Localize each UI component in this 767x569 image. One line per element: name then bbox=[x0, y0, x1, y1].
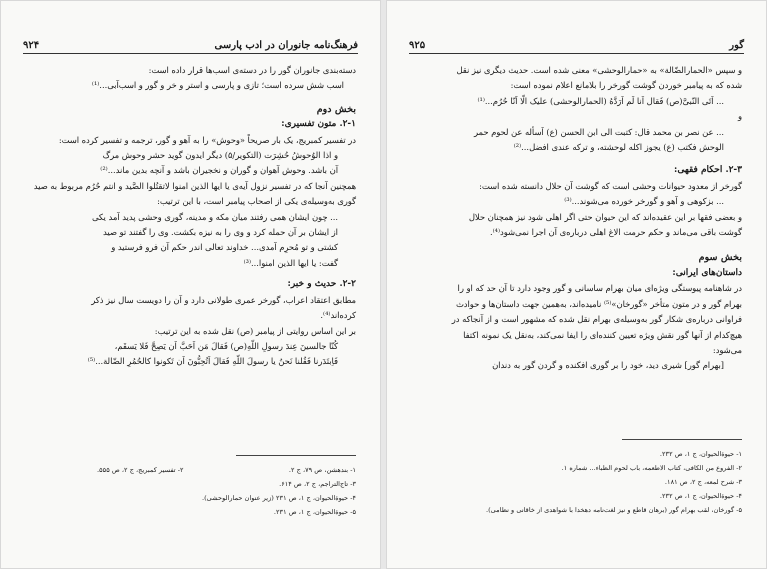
body-line: گورخر از معدود حیوانات وحشی است که گوشت آن حلال دانسته شده است: bbox=[479, 180, 742, 191]
quote-line: کشتی و تو مُحرِم آمدی... خداوند تعالی اندر حکم آن فرو فرستید و bbox=[111, 242, 338, 253]
arabic-quote-line: ... عن نصر بن محمد قال: کتبت الی ابن الحسن (ع) اَسأله عن لحوم حمر bbox=[473, 126, 724, 137]
body-line: فراوانی درباره‌ی شکار گور به‌وسیله‌ی بهرام نقل شده که مشهور است و از آنجاکه در bbox=[451, 314, 742, 325]
section-heading: بخش دوم bbox=[316, 103, 356, 115]
body-line: کرده‌اند⁽⁴⁾. bbox=[320, 310, 356, 321]
arabic-quote-line: ... اَتَی النّبیَّ(ص) فَقال اَنا لَم اَرَدَّهُ (الحمارالوحشی) علیک الّا اَنّا حُرُم...⁽¹⁾ bbox=[477, 95, 724, 106]
body-line: و سپس «الحمارالضّالة» به «حمارالوحشی» معنی شده است. حدیث دیگری نیز نقل bbox=[456, 65, 742, 75]
quote-line: گفت: یا ایها الذین امنوا...⁽³⁾ bbox=[243, 257, 338, 268]
footnote: ۳- تاج‌التراجم، ج ۲، ص ۶۱۴. bbox=[279, 480, 356, 488]
quote-line: آن باشد. وحوش آهوان و گوران و نخجیران باشد و آنچه بدین ماند...⁽²⁾ bbox=[100, 165, 338, 176]
quote-line: ... بزکوهی و آهو و گورخر خورده می‌شوند...⁽³⁾ bbox=[564, 196, 724, 207]
left-header-rule bbox=[23, 53, 358, 54]
quote-line: و اذا الوُحوشُ حُشِرَت (التکویر/۵) دیگر ایدون گوید حشر وحوش مرگ bbox=[102, 150, 338, 161]
left-footnote-rule bbox=[236, 455, 356, 456]
footnote: ۲- الفروع من الکافی، کتاب الاطعمه، باب لحوم الظباء... شماره ۱. bbox=[561, 464, 742, 472]
right-page-header bbox=[409, 35, 744, 51]
right-page-body bbox=[411, 63, 742, 374]
body-line: شده که به پیامبر خوردن گوشت گورخر را بلامانع اعلام نموده است: bbox=[510, 80, 742, 91]
body-line: گوشت باقی می‌ماند و حکم حرمت الاغ اهلی درباره‌ی آن اجرا نمی‌شود⁽⁴⁾. bbox=[489, 227, 742, 238]
left-page bbox=[0, 0, 381, 569]
footnote: ۲- تفسیر کمبریج، ج ۲، ص ۵۵۵. bbox=[97, 466, 184, 474]
body-line: در تفسیر کمبریج، یک بار صریحاً «وحوش» را به آهو و گور، ترجمه و تفسیر کرده است: bbox=[58, 134, 356, 145]
right-footnotes bbox=[411, 447, 742, 517]
arabic-quote-line: الوحش فکتب (ع) یجوز اکله لوحشته، و ترکه عندی افضل...⁽²⁾ bbox=[513, 142, 724, 153]
footnote: ۵- گورخان، لقب بهرام گور (برهان قاطع و نیز لغت‌نامه دهخدا با شواهدی از خاقانی و نظامی). bbox=[486, 506, 742, 514]
footnote: ۳- شرح لمعه، ج ۲، ص ۱۸۱. bbox=[664, 478, 742, 486]
subsection-heading: ۲-۲. حدیث و خبر: bbox=[287, 279, 356, 290]
body-line: بر این اساس روایتی از پیامبر (ص) نقل شده به این ترتیب: bbox=[154, 325, 356, 336]
subsection-heading: ۲-۱. متون تفسیری: bbox=[281, 119, 356, 130]
section-heading: بخش سوم bbox=[698, 252, 742, 264]
body-line: مطابق اعتقاد اعراب، گورخر عمری طولانی دارد و آن را دویست سال نیز ذکر bbox=[91, 294, 356, 305]
footnote: ۵- حیوة‌الحیوان، ج ۱، ص ۲۳۱. bbox=[273, 508, 356, 516]
right-header-rule bbox=[409, 53, 744, 54]
subsection-heading: داستان‌های ایرانی: bbox=[672, 267, 742, 278]
body-line: می‌شود: bbox=[712, 344, 742, 355]
right-page-number: ۹۲۵ bbox=[409, 40, 426, 51]
footnote: ۴- حیوة‌الحیوان، ج ۱، ص ۲۳۲. bbox=[659, 492, 742, 500]
body-line: گوری به‌وسیله‌ی یکی از اصحاب پیامبر است، با این ترتیب: bbox=[157, 196, 356, 207]
left-page-body bbox=[25, 63, 356, 370]
body-line: و bbox=[737, 111, 742, 122]
body-line: در شاهنامه پیوستگی ویژه‌ای میان بهرام ساسانی و گور وجود دارد تا آن حد که او را bbox=[457, 283, 742, 294]
body-line: و بعضی فقها بر این عقیده‌اند که این حیوان حتی اگر اهلی شود نیز همچنان حلال bbox=[468, 211, 742, 222]
left-page-number: ۹۲۴ bbox=[23, 40, 40, 51]
left-running-title: فرهنگ‌نامه جانوران در ادب پارسی bbox=[214, 40, 358, 51]
footnote: ۱- حیوة‌الحیوان، ج ۱، ص ۲۳۲. bbox=[659, 450, 742, 458]
left-page-header bbox=[23, 35, 358, 51]
quote-line: [بهرام گور] شیری دید، خود را بر گوری افکنده و گردن گور به دندان bbox=[492, 360, 724, 371]
body-line: دسته‌بندی جانوران گور را در دسته‌ی اسب‌ها قرار داده است: bbox=[148, 65, 356, 75]
left-footnotes bbox=[25, 463, 356, 519]
body-line: هیچ‌کدام از آنها گور نقش ویژه تعیین کننده‌ای را ایفا نمی‌کند، به‌نقل یک نمونه اکتفا bbox=[463, 329, 742, 340]
arabic-quote-line: فَاِبتَدَرنا فَقُلنا نَحنُ یا رسولَ اللّهِ فَقالَ اَتُحِبُّونَ اَن تَکونوا کالحُمُرِ الضّالة...⁽⁵⁾ bbox=[87, 356, 338, 367]
subsection-heading: ۲-۳. احکام فقهی: bbox=[674, 165, 742, 176]
right-page bbox=[386, 0, 767, 569]
footnote: ۴- حیوة‌الحیوان، ج ۱، ص ۲۳۱ (زیر عنوان حمارالوحشی). bbox=[202, 494, 356, 502]
arabic-quote-line: کُنّا جالسینَ عِندَ رسولِ اللّهِ(ص) فَقالَ مَن اَحَبَّ اَن یَصِحَّ فَلا یَسقَم، bbox=[114, 340, 338, 351]
quote-line: از ایشان بر آن حمله کرد و وی را به نیزه بکشت. وی را گفتند تو صید bbox=[103, 227, 338, 238]
body-line: همچنین آنجا که در تفسیر نزول آیه‌ی یا ایها الذین امنوا لاتقتُلوا الصَّید و انتم حُرُم مربوط به صید bbox=[33, 180, 356, 191]
right-footnote-rule bbox=[622, 439, 742, 440]
footnote: ۱- بندهشن، ص ۷۹، ج ۲. bbox=[288, 466, 356, 474]
body-line: اسب شش سرده است؛ تازی و پارسی و استر و خر و گور و اسب‌آبی...⁽¹⁾ bbox=[91, 80, 344, 91]
body-line: بهرام گور و در متون متأخر «گورخان»⁽⁵⁾ نامیده‌اند، به‌همین جهت داستان‌ها و حوادث bbox=[455, 298, 742, 309]
right-running-title: گور bbox=[729, 40, 744, 51]
quote-line: ... چون ایشان همی رفتند میان مکه و مدینه، گوری وحشی پدید آمد یکی bbox=[92, 211, 338, 222]
